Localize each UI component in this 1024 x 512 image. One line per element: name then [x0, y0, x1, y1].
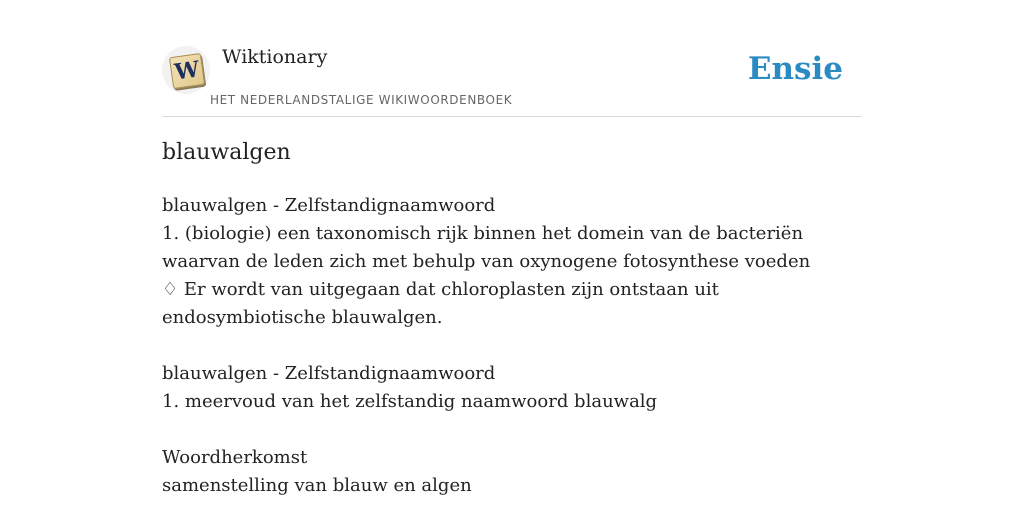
page-container	[162, 0, 862, 496]
entry-definition: 1. (biologie) een taxonomisch rijk binnen het domein van de bacteriën waarvan de leden zich met behulp van oxynogene fotosynthese voeden	[162, 223, 811, 272]
page-title: blauwalgen	[162, 140, 291, 165]
site-tagline: HET NEDERLANDSTALIGE WIKIWOORDENBOEK	[210, 93, 513, 107]
entry-heading: blauwalgen - Zelfstandignaamwoord	[162, 363, 496, 384]
etymology-text: samenstelling van blauw en algen	[162, 475, 472, 496]
ensie-brand-link[interactable]: Ensie	[747, 51, 843, 87]
wiktionary-logo-icon[interactable]	[162, 46, 210, 94]
section-spacer	[162, 332, 862, 360]
etymology-heading: Woordherkomst	[162, 447, 308, 468]
entry-heading: blauwalgen - Zelfstandignaamwoord	[162, 195, 496, 216]
section-spacer	[162, 416, 862, 444]
article-content	[162, 192, 862, 500]
logo-tile: W	[169, 53, 205, 89]
entry-definition: 1. meervoud van het zelfstandig naamwoord blauwalg	[162, 391, 658, 412]
site-name[interactable]: Wiktionary	[222, 46, 328, 68]
site-header	[162, 0, 862, 117]
entry-example: ♢ Er wordt van uitgegaan dat chloroplasten zijn ontstaan uit endosymbiotische blauwalgen.	[162, 279, 719, 328]
